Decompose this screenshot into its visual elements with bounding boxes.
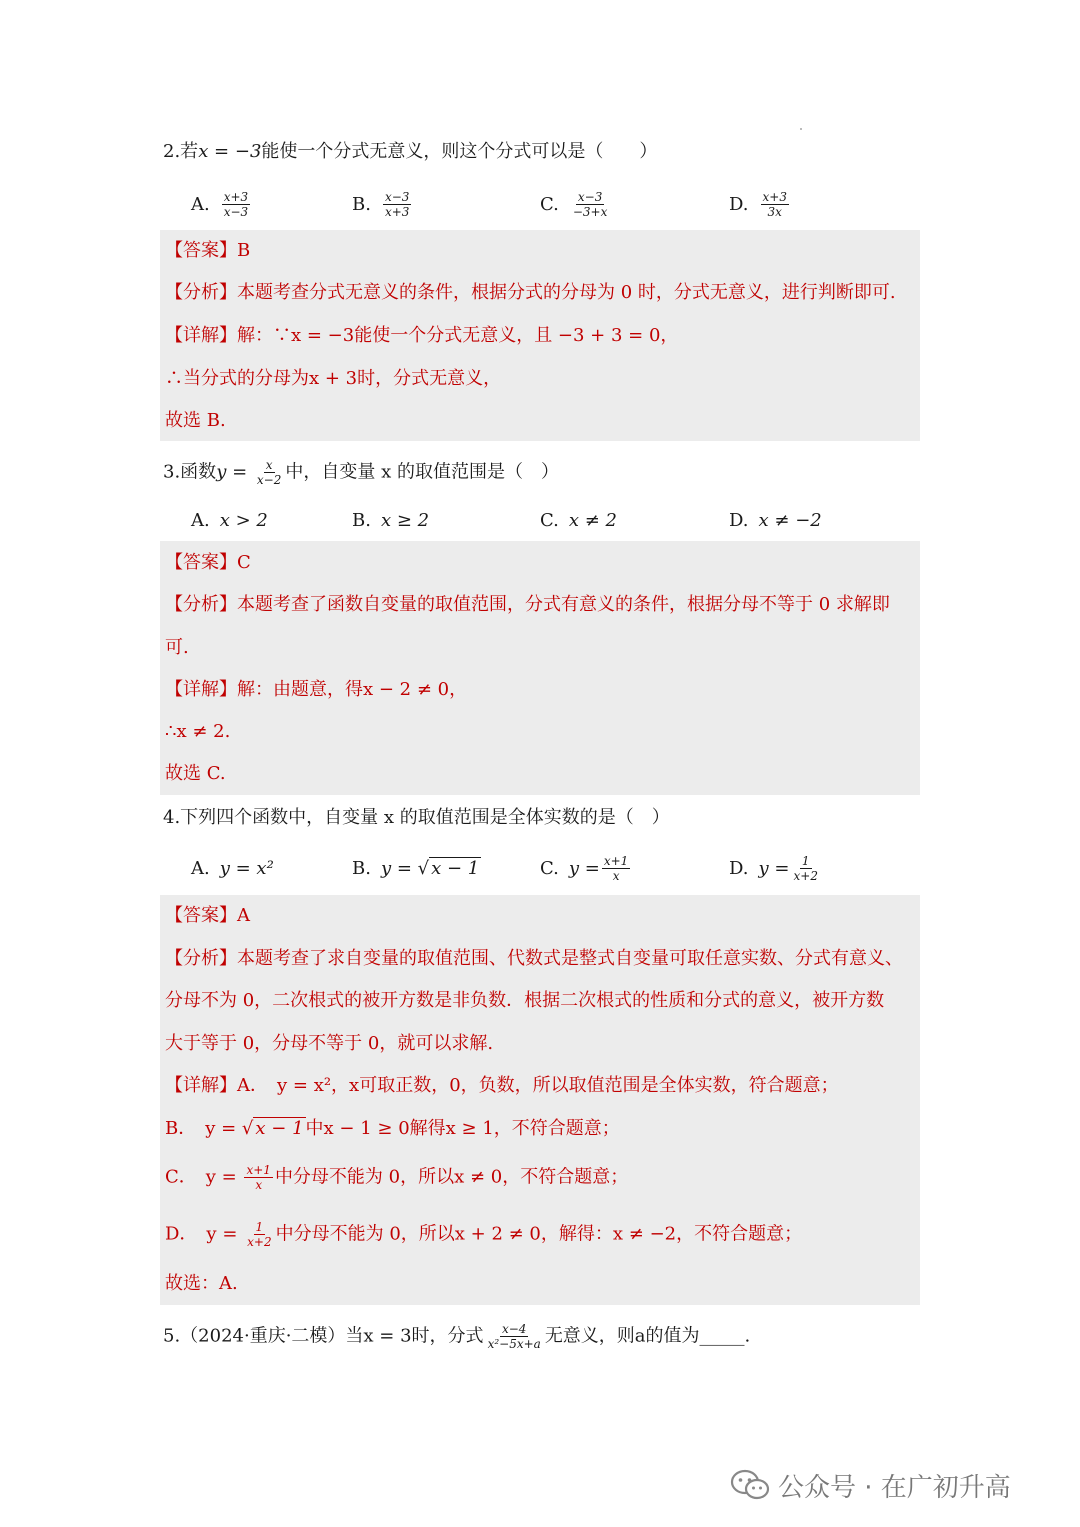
detail-line: 【详解】解：由题意，得x − 2 ≠ 0， bbox=[165, 679, 468, 700]
question-2-solution-box bbox=[160, 230, 920, 441]
footer-text: 公众号 · 在广初升高 bbox=[778, 1472, 1011, 1503]
analysis-line: 【分析】本题考查了函数自变量的取值范围，分式有意义的条件，根据分母不等于 0 求解即 bbox=[165, 594, 890, 615]
step-line: ∴当分式的分母为x + 3时，分式无意义， bbox=[165, 368, 502, 389]
conclusion-line: 故选：A. bbox=[165, 1273, 238, 1294]
detail-line-a: 【详解】A． y = x²，x可取正数，0，负数，所以取值范围是全体实数，符合题意； bbox=[165, 1075, 839, 1096]
detail-line-b: B． y = √ x − 1 中x − 1 ≥ 0解得x ≥ 1，不符合题意； bbox=[165, 1118, 620, 1139]
conclusion-line: 故选 C. bbox=[165, 763, 226, 784]
detail-line: 【详解】解：∵x = −3能使一个分式无意义，且 −3 + 3 = 0， bbox=[165, 325, 679, 346]
question-4-options bbox=[191, 848, 911, 888]
option-b: B. x ≥ 2 bbox=[352, 509, 430, 531]
option-c: C. x ≠ 2 bbox=[540, 509, 617, 531]
scan-dot bbox=[800, 128, 802, 130]
detail-line-c: C． y = $\frac{x+1}{x}$ 中分母不能为 0，所以x ≠ 0，不符合题意； bbox=[165, 1163, 629, 1192]
fraction: $\frac{x+1}{x}$ bbox=[246, 1163, 271, 1192]
fraction: $\frac{1}{x+2}$ bbox=[793, 853, 818, 883]
option-d: D. y = $\frac{1}{x+2}$ bbox=[729, 853, 818, 883]
question-3-title: 3.函数y = $\frac{x}{x-2}$ 中，自变量 x 的取值范围是（ ） bbox=[163, 458, 559, 487]
detail-line-d: D． y = $\frac{1}{x+2}$ 中分母不能为 0，所以x + 2 ≠ 0，解得：x ≠ −2，不符合题意； bbox=[165, 1220, 803, 1249]
question-4-title: 4.下列四个函数中，自变量 x 的取值范围是全体实数的是（ ） bbox=[163, 807, 670, 828]
question-3-options bbox=[191, 500, 911, 540]
option-d: D. $\frac{x+3}{3x}$ bbox=[729, 189, 787, 219]
fraction: $\frac{x}{x-2}$ bbox=[256, 458, 282, 487]
question-2-options bbox=[191, 184, 911, 224]
fraction: $\frac{x+1}{x}$ bbox=[603, 853, 629, 883]
fraction: $\frac{1}{x+2}$ bbox=[247, 1220, 272, 1249]
wechat-icon bbox=[730, 1469, 770, 1501]
analysis-line: 【分析】本题考查了求自变量的取值范围、代数式是整式自变量可取任意实数、分式有意义、 bbox=[165, 948, 903, 969]
fraction: $\frac{x-3}{x+3}$ bbox=[384, 189, 410, 219]
question-4-solution-box bbox=[160, 895, 920, 1305]
wechat-footer bbox=[730, 1465, 1011, 1505]
option-a: A. y = x² bbox=[191, 857, 274, 879]
fraction: $\frac{x-3}{-3+x}$ bbox=[572, 189, 608, 219]
analysis-line: 【分析】本题考查分式无意义的条件，根据分式的分母为 0 时，分式无意义，进行判断即可. bbox=[165, 282, 896, 303]
question-3-solution-box bbox=[160, 541, 920, 795]
option-b: B. $\frac{x-3}{x+3}$ bbox=[352, 189, 410, 219]
option-d: D. x ≠ −2 bbox=[729, 509, 822, 531]
option-b: B. y = √ x − 1 bbox=[352, 857, 480, 879]
option-c: C. $\frac{x-3}{-3+x}$ bbox=[540, 189, 608, 219]
option-a: A. $\frac{x+3}{x-3}$ bbox=[191, 189, 249, 219]
question-5-title: 5.（2024·重庆·二模）当x = 3时，分式 $\frac{x-4}{\text{x²−5x+a}}$ 无意义，则a的值为_____. bbox=[163, 1322, 751, 1351]
option-c: C. y = $\frac{x+1}{x}$ bbox=[540, 853, 629, 883]
analysis-line-2: 分母不为 0，二次根式的被开方数是非负数．根据二次根式的性质和分式的意义，被开方数 bbox=[165, 990, 885, 1011]
fraction: $\frac{x+3}{3x}$ bbox=[762, 189, 787, 219]
step-line: ∴x ≠ 2. bbox=[165, 721, 231, 742]
answer-line: 【答案】A bbox=[165, 905, 250, 926]
analysis-line-3: 大于等于 0，分母不等于 0，就可以求解. bbox=[165, 1033, 494, 1054]
answer-line: 【答案】C bbox=[165, 552, 251, 573]
conclusion-line: 故选 B. bbox=[165, 410, 226, 431]
fraction: $\frac{x+3}{x-3}$ bbox=[223, 189, 249, 219]
option-a: A. x > 2 bbox=[191, 509, 268, 531]
answer-line: 【答案】B bbox=[165, 240, 251, 261]
question-2-title: 2.若x = −3能使一个分式无意义，则这个分式可以是（ ） bbox=[163, 141, 658, 162]
fraction: $\frac{x-4}{\text{x²−5x+a}}$ bbox=[487, 1322, 541, 1351]
analysis-line-2: 可. bbox=[165, 637, 189, 658]
